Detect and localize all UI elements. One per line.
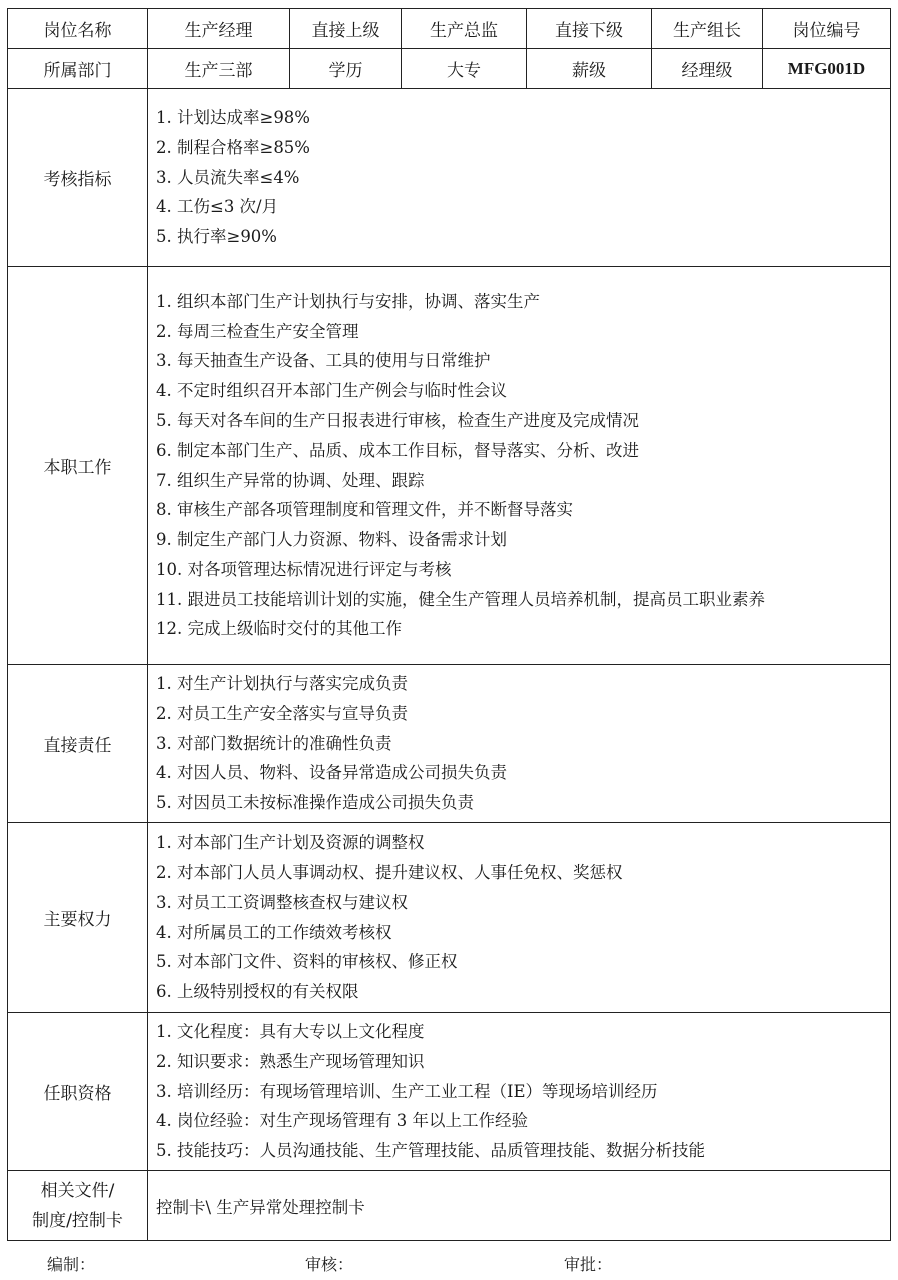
duties-item: 9. 制定生产部门人力资源、物料、设备需求计划 [156, 530, 507, 550]
authority-label: 主要权力 [8, 823, 148, 1013]
kpi-content [148, 89, 891, 267]
header-row-2 [8, 49, 891, 89]
duties-label: 本职工作 [8, 267, 148, 665]
signature-footer [0, 1252, 898, 1276]
duties-content [148, 267, 891, 665]
authority-item: 3. 对员工工资调整核查权与建议权 [156, 892, 408, 912]
qualifications-item: 5. 技能技巧：人员沟通技能、生产管理技能、品质管理技能、数据分析技能 [156, 1141, 705, 1161]
education-label: 学历 [290, 49, 402, 89]
position-code-value: MFG001D [763, 49, 891, 89]
qualifications-item: 3. 培训经历：有现场管理培训、生产工业工程（IE）等现场培训经历 [156, 1081, 658, 1101]
duties-item: 4. 不定时组织召开本部门生产例会与临时性会议 [156, 381, 507, 401]
responsibilities-item: 4. 对因人员、物料、设备异常造成公司损失负责 [156, 763, 507, 783]
documents-row [8, 1171, 891, 1241]
authority-item: 5. 对本部门文件、资料的审核权、修正权 [156, 952, 458, 972]
documents-label-line2: 制度/控制卡 [32, 1210, 123, 1231]
authority-list [156, 828, 890, 1007]
duties-item: 7. 组织生产异常的协调、处理、跟踪 [156, 470, 425, 490]
salary-label: 薪级 [527, 49, 652, 89]
qualifications-item: 4. 岗位经验：对生产现场管理有 3 年以上工作经验 [156, 1111, 528, 1131]
responsibilities-item: 1. 对生产计划执行与落实完成负责 [156, 674, 408, 693]
kpi-item: 5. 执行率≥90% [156, 227, 277, 247]
salary-value: 经理级 [652, 49, 763, 89]
responsibilities-row [8, 665, 891, 823]
qualifications-item: 1. 文化程度：具有大专以上文化程度 [156, 1022, 425, 1041]
authority-item: 1. 对本部门生产计划及资源的调整权 [156, 833, 425, 853]
responsibilities-item: 5. 对因员工未按标准操作造成公司损失负责 [156, 793, 474, 813]
subordinate-label: 直接下级 [527, 9, 652, 49]
duties-list [156, 287, 890, 645]
duties-item: 2. 每周三检查生产安全管理 [156, 321, 359, 341]
documents-label-line1: 相关文件/ [40, 1180, 115, 1201]
position-code-label: 岗位编号 [763, 9, 891, 49]
superior-label: 直接上级 [290, 9, 402, 49]
kpi-item: 3. 人员流失率≤4% [156, 167, 300, 187]
prepared-by-label: 编制： [47, 1255, 96, 1274]
duties-item: 12. 完成上级临时交付的其他工作 [156, 619, 402, 639]
duties-item: 5. 每天对各车间的生产日报表进行审核，检查生产进度及完成情况 [156, 410, 639, 430]
authority-item: 6. 上级特别授权的有关权限 [156, 982, 359, 1002]
authority-row [8, 823, 891, 1013]
duties-item: 8. 审核生产部各项管理制度和管理文件，并不断督导落实 [156, 500, 573, 520]
kpi-item: 4. 工伤≤3 次/月 [156, 197, 279, 217]
kpi-item: 1. 计划达成率≥98% [156, 108, 310, 127]
kpi-label: 考核指标 [8, 89, 148, 267]
qualifications-list [156, 1017, 890, 1166]
duties-row [8, 267, 891, 665]
education-value: 大专 [402, 49, 527, 89]
position-name-value: 生产经理 [148, 9, 290, 49]
responsibilities-list [156, 669, 890, 818]
responsibilities-item: 2. 对员工生产安全落实与宣导负责 [156, 703, 408, 723]
job-description-table [7, 8, 891, 1241]
position-name-label: 岗位名称 [8, 9, 148, 49]
duties-item: 10. 对各项管理达标情况进行评定与考核 [156, 559, 452, 579]
qualifications-content [148, 1013, 891, 1171]
department-value: 生产三部 [148, 49, 290, 89]
documents-label [8, 1171, 148, 1241]
authority-item: 2. 对本部门人员人事调动权、提升建议权、人事任免权、奖惩权 [156, 862, 623, 882]
responsibilities-label: 直接责任 [8, 665, 148, 823]
reviewed-by-label: 审核： [305, 1255, 354, 1274]
kpi-list [156, 103, 890, 252]
qualifications-label: 任职资格 [8, 1013, 148, 1171]
authority-item: 4. 对所属员工的工作绩效考核权 [156, 922, 392, 942]
duties-item: 3. 每天抽查生产设备、工具的使用与日常维护 [156, 351, 491, 371]
department-label: 所属部门 [8, 49, 148, 89]
approved-by-label: 审批： [564, 1255, 613, 1274]
superior-value: 生产总监 [402, 9, 527, 49]
header-row-1 [8, 9, 891, 49]
kpi-item: 2. 制程合格率≥85% [156, 137, 310, 157]
qualifications-item: 2. 知识要求：熟悉生产现场管理知识 [156, 1051, 425, 1071]
documents-value: 控制卡\ 生产异常处理控制卡 [148, 1171, 891, 1241]
responsibilities-content [148, 665, 891, 823]
qualifications-row [8, 1013, 891, 1171]
duties-item: 1. 组织本部门生产计划执行与安排，协调、落实生产 [156, 291, 540, 311]
subordinate-value: 生产组长 [652, 9, 763, 49]
duties-item: 11. 跟进员工技能培训计划的实施，健全生产管理人员培养机制，提高员工职业素养 [156, 589, 765, 609]
authority-content [148, 823, 891, 1013]
responsibilities-item: 3. 对部门数据统计的准确性负责 [156, 733, 392, 753]
kpi-row [8, 89, 891, 267]
duties-item: 6. 制定本部门生产、品质、成本工作目标，督导落实、分析、改进 [156, 440, 639, 460]
